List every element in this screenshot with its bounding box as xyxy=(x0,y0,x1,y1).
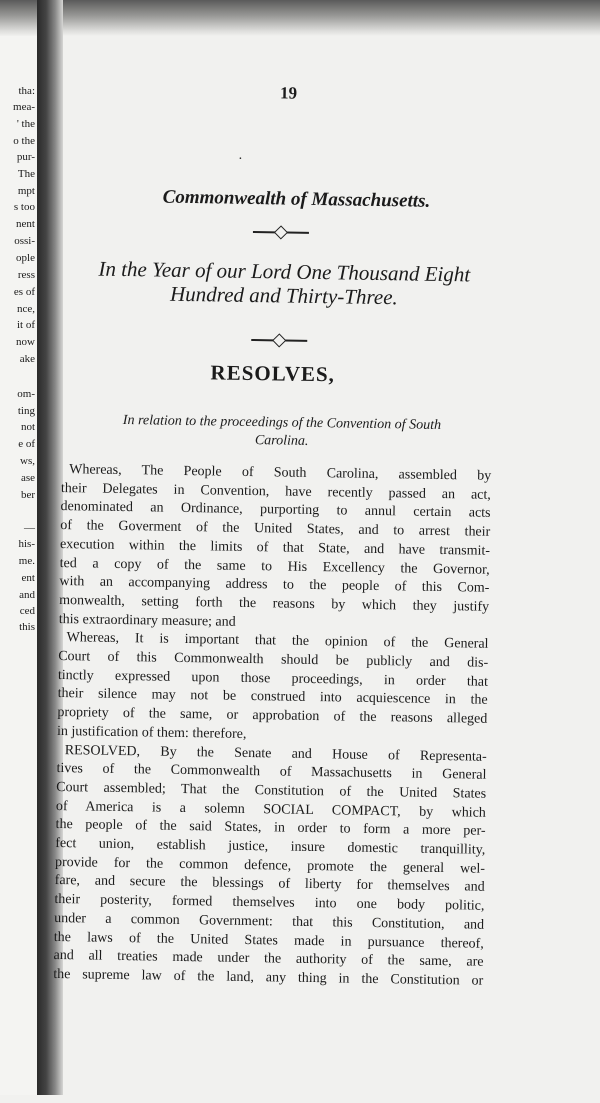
body-line: in justification of them: therefore, xyxy=(56,723,247,742)
body-line: fect union, establish justice, insure domestic tranquillity, xyxy=(55,836,486,858)
body-line: Court assembled; That the Constitution of the United States xyxy=(56,779,487,802)
ornament-divider xyxy=(253,227,309,238)
year-heading xyxy=(69,256,500,311)
resolution-body xyxy=(53,461,491,991)
ornament-divider xyxy=(251,335,307,346)
facing-page-text: ople xyxy=(16,252,35,264)
facing-page-text: it of xyxy=(16,319,35,331)
body-line: provide for the common defence, promote the general wel- xyxy=(54,854,486,877)
facing-page-text: ake xyxy=(19,353,35,365)
body-line: denominated an Ordinance, purporting to annul certain acts xyxy=(60,499,491,522)
resolves-heading: RESOLVES, xyxy=(210,360,336,387)
facing-page-text: ws, xyxy=(20,455,35,467)
stray-mark: · xyxy=(237,151,243,167)
facing-page-text: now xyxy=(16,336,35,348)
facing-page-text: nent xyxy=(16,218,35,230)
facing-page-text: mpt xyxy=(17,185,35,197)
facing-page-text: not xyxy=(20,421,35,433)
body-line: with an accompanying address to the people of this Com- xyxy=(59,574,490,596)
body-line: their Delegates in Convention, have recently passed an act, xyxy=(60,480,491,503)
facing-page-text: nce, xyxy=(16,303,35,315)
facing-page-text: me. xyxy=(18,555,35,567)
year-line-2: Hundred and Thirty-Three. xyxy=(169,281,398,310)
body-line: tives of the Commonwealth of Massachusetts in General xyxy=(56,761,487,783)
page-number: 19 xyxy=(279,83,298,103)
facing-page-text: — xyxy=(24,522,35,534)
body-line: of the Goverment of the United States, and to arrest their xyxy=(60,518,491,540)
facing-page-text: this xyxy=(19,621,35,633)
body-line: their posterity, formed themselves into one body politic, xyxy=(54,892,485,914)
body-line: under a common Government: that this Constitution, and xyxy=(54,910,485,933)
facing-page-text: es of xyxy=(13,286,35,298)
body-line: Whereas, It is important that the opinion of the General xyxy=(66,630,489,653)
body-line: this extraordinary measure; and xyxy=(58,611,236,630)
body-line: the laws of the United States made in pursuance thereof, xyxy=(53,929,484,952)
facing-page-text: om- xyxy=(17,388,35,400)
relation-subtitle xyxy=(67,411,498,454)
facing-page-fragment xyxy=(0,36,37,1095)
body-line: tinctly expressed upon those proceedings, in order that xyxy=(57,667,489,690)
facing-page-text: tha: xyxy=(18,85,35,97)
body-line: and all treaties made under the authority of the same, are xyxy=(53,948,484,970)
facing-page-text: mea- xyxy=(13,101,35,113)
facing-page-text: o the xyxy=(13,135,35,147)
body-line: propriety of the same, or approbation of the reasons alleged xyxy=(57,705,488,727)
facing-page-text: ress xyxy=(17,269,35,281)
body-line: Whereas, The People of South Carolina, assembled by xyxy=(69,462,492,484)
body-line: fare, and secure the blessings of liberty for themselves and xyxy=(54,873,485,896)
facing-page-text: his- xyxy=(18,538,35,550)
body-line: monwealth, setting forth the reasons by which they justify xyxy=(59,592,490,615)
body-line: the people of the said States, in order to form a more per- xyxy=(55,817,486,840)
facing-page-text: and xyxy=(19,589,35,601)
facing-page-text: e of xyxy=(18,438,35,450)
facing-page-text: ber xyxy=(20,489,35,501)
facing-page-text: ent xyxy=(21,572,35,584)
document-page xyxy=(46,36,593,1103)
facing-page-text: ced xyxy=(19,605,35,617)
body-line: of America is a solemn SOCIAL COMPACT, by which xyxy=(55,798,486,821)
page-top-shadow xyxy=(0,0,600,36)
commonwealth-title: Commonwealth of Massachusetts. xyxy=(162,186,431,212)
facing-page-text: ' the xyxy=(16,118,35,130)
facing-page-text: s too xyxy=(13,201,35,213)
body-line: their silence may not be construed into acquiescence in the xyxy=(57,686,488,709)
body-line: RESOLVED, By the Senate and House of Representa- xyxy=(64,742,487,765)
body-line: Court of this Commonwealth should be publicly and dis- xyxy=(58,649,489,671)
facing-page-text: ase xyxy=(20,472,35,484)
body-line: execution within the limits of that State, and have transmit- xyxy=(59,536,491,559)
facing-page-text: The xyxy=(17,168,35,180)
relation-line-2: Carolina. xyxy=(254,433,309,449)
body-line: the supreme law of the land, any thing in the Constitution or xyxy=(53,966,484,989)
year-line-1: In the Year of our Lord One Thousand Eight xyxy=(98,256,471,287)
relation-line-1: In relation to the proceedings of the Convention of South xyxy=(122,412,442,433)
facing-page-text: pur- xyxy=(16,151,35,163)
body-line: ted a copy of the same to His Excellency the Governor, xyxy=(59,555,490,578)
facing-page-text: ossi- xyxy=(14,235,35,247)
facing-page-text: ting xyxy=(17,405,35,417)
